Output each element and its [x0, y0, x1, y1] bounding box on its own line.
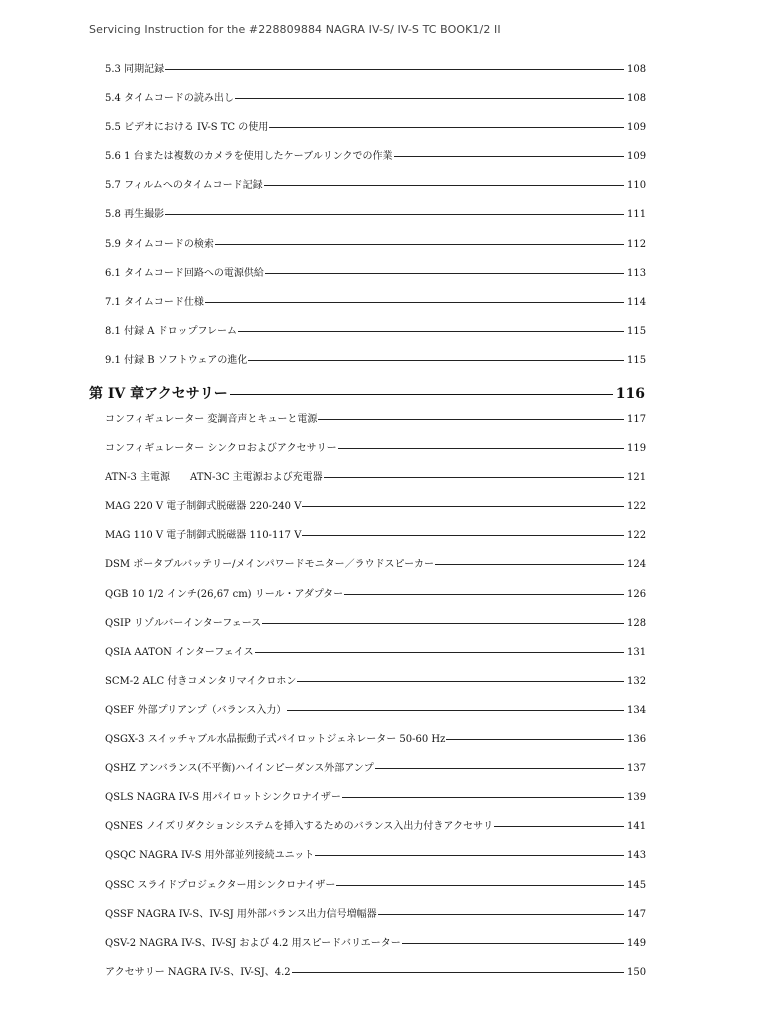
toc-entry-title: QSGX-3 スイッチャブル水晶振動子式パイロットジェネレーター 50-60 Hz	[105, 734, 446, 746]
toc-entry-title: QSLS NAGRA IV-S 用パイロットシンクロナイザー	[105, 792, 341, 804]
toc-entry[interactable]	[105, 963, 645, 992]
toc-entry-title: 5.3 同期記録	[105, 64, 165, 75]
dot-leader	[292, 972, 624, 973]
toc-entry-title: 5.6 1 台または複数のカメラを使用したケーブルリンクでの作業	[105, 151, 393, 163]
toc-entry-title: QSNES ノイズリダクションシステムを挿入するためのバランス入出力付きアクセサリ	[105, 821, 494, 833]
toc-entry[interactable]	[105, 205, 645, 234]
toc-entry[interactable]	[105, 410, 645, 439]
toc-entry[interactable]	[105, 876, 645, 905]
toc-entry-title: アクセサリー NAGRA IV-S、IV-SJ、4.2	[105, 966, 291, 978]
toc-entry-page-number: 141	[627, 821, 647, 833]
toc-entry-title: DSM ポータブルバッテリー/メインパワードモニター／ラウドスピーカー	[105, 559, 434, 571]
dot-leader	[302, 535, 624, 536]
toc-entry-title: QSQC NAGRA IV-S 用外部並列接続ユニット	[105, 850, 315, 862]
page-header: Servicing Instruction for the #228809884 NAGRA IV-S/ IV-S TC BOOK1/2 II	[89, 23, 501, 36]
toc-entry-page-number: 108	[627, 64, 647, 75]
dot-leader	[344, 594, 624, 595]
dot-leader	[324, 477, 624, 478]
toc-entry-page-number: 109	[627, 151, 647, 163]
dot-leader	[302, 506, 624, 507]
toc-entry-title: コンフィギュレーター 変調音声とキューと電源	[105, 414, 318, 425]
toc-entry[interactable]	[105, 293, 645, 322]
toc-entry[interactable]	[105, 526, 645, 555]
toc-entry-page-number: 137	[627, 763, 647, 775]
toc-entry[interactable]	[105, 817, 645, 846]
toc-entry-page-number: 126	[627, 588, 647, 600]
toc-entry-page-number: 132	[627, 675, 647, 687]
dot-leader	[378, 914, 624, 915]
toc-entry[interactable]	[105, 846, 645, 875]
toc-entry[interactable]	[105, 614, 645, 643]
dot-leader	[165, 214, 624, 215]
toc-entry-page-number: 119	[627, 443, 647, 455]
toc-entry[interactable]	[105, 759, 645, 788]
dot-leader	[255, 652, 624, 653]
toc-entry-page-number: 136	[627, 734, 647, 746]
toc-entry[interactable]	[105, 60, 645, 89]
toc-entry-title: 5.9 タイムコードの検索	[105, 238, 214, 250]
toc-entry-title: 5.8 再生撮影	[105, 209, 165, 221]
toc-entry-title: 6.1 タイムコード回路への電源供給	[105, 267, 264, 279]
toc-entry-page-number: 110	[627, 180, 647, 192]
toc-entry-page-number: 111	[627, 209, 647, 221]
toc-entry[interactable]	[105, 322, 645, 351]
toc-entry-page-number: 109	[627, 122, 647, 134]
toc-entry-page-number: 122	[627, 501, 647, 513]
dot-leader	[336, 885, 624, 886]
dot-leader	[375, 768, 624, 769]
toc-entry[interactable]	[105, 905, 645, 934]
dot-leader	[248, 360, 624, 361]
toc-entry-title: ATN-3 主電源 ATN-3C 主電源および充電器	[105, 472, 323, 484]
toc-entry[interactable]	[105, 585, 645, 614]
toc-entry-page-number: 143	[627, 850, 647, 862]
toc-entry-page-number: 122	[627, 530, 647, 542]
toc-entry-page-number: 150	[627, 966, 647, 978]
toc-entry[interactable]	[105, 118, 645, 147]
toc-entry-page-number: 147	[627, 908, 647, 920]
toc-entry-title: QSSC スライドプロジェクター用シンクロナイザー	[105, 879, 336, 891]
toc-entry[interactable]	[105, 439, 645, 468]
dot-leader	[315, 855, 624, 856]
dot-leader	[342, 797, 624, 798]
dot-leader	[264, 185, 624, 186]
toc-entry[interactable]	[105, 264, 645, 293]
chapter-title: 第 IV 章アクセサリー	[89, 386, 228, 402]
dot-leader	[338, 448, 624, 449]
toc-entry-title: MAG 110 V 電子制御式脱磁器 110-117 V	[105, 530, 302, 542]
toc-entry-page-number: 139	[627, 792, 647, 804]
toc-entry-title: QSV-2 NAGRA IV-S、IV-SJ および 4.2 用スピードバリエーター	[105, 937, 401, 949]
toc-entry-page-number: 134	[627, 704, 647, 716]
toc-entry-title: 5.7 フィルムへのタイムコード記録	[105, 180, 263, 192]
toc-entry-title: コンフィギュレーター シンクロおよびアクセサリー	[105, 443, 337, 455]
toc-chapter-heading[interactable]	[89, 383, 645, 403]
dot-leader	[165, 69, 624, 70]
toc-entry-page-number: 124	[627, 559, 647, 571]
dot-leader	[318, 419, 624, 420]
dot-leader	[205, 302, 624, 303]
toc-section-accessories	[105, 410, 645, 992]
toc-entry-page-number: 114	[627, 296, 647, 308]
dot-leader	[494, 826, 624, 827]
toc-entry[interactable]	[105, 351, 645, 380]
toc-entry-page-number: 128	[627, 617, 647, 629]
toc-entry-title: QSSF NAGRA IV-S、IV-SJ 用外部バランス出力信号増幅器	[105, 908, 377, 920]
toc-entry-title: QSHZ アンバランス(不平衡)ハイインピーダンス外部アンプ	[105, 763, 374, 775]
toc-entry-page-number: 115	[627, 325, 647, 337]
toc-entry-title: QSIA AATON インターフェイス	[105, 646, 254, 658]
dot-leader	[269, 127, 624, 128]
toc-entry-page-number: 115	[627, 354, 647, 366]
toc-entry-page-number: 112	[627, 238, 647, 250]
dot-leader	[235, 98, 624, 99]
toc-entry-title: QSEF 外部プリアンプ（バランス入力）	[105, 704, 287, 716]
dot-leader	[262, 623, 624, 624]
toc-entry-page-number: 131	[627, 646, 647, 658]
dot-leader	[238, 331, 624, 332]
dot-leader	[446, 739, 624, 740]
toc-entry[interactable]	[105, 643, 645, 672]
toc-entry-page-number: 113	[627, 267, 647, 279]
toc-entry[interactable]	[105, 235, 645, 264]
dot-leader	[230, 394, 613, 395]
dot-leader	[435, 564, 624, 565]
toc-entry[interactable]	[105, 788, 645, 817]
toc-section-timecode	[105, 60, 645, 380]
toc-entry[interactable]	[105, 730, 645, 759]
toc-entry-title: 9.1 付録 B ソフトウェアの進化	[105, 354, 248, 366]
toc-entry-title: MAG 220 V 電子制御式脱磁器 220-240 V	[105, 501, 302, 513]
dot-leader	[287, 710, 624, 711]
toc-entry-page-number: 117	[627, 414, 647, 425]
toc-entry-title: 7.1 タイムコード仕様	[105, 296, 204, 308]
toc-entry-title: SCM-2 ALC 付きコメンタリマイクロホン	[105, 675, 297, 687]
toc-entry-page-number: 145	[627, 879, 647, 891]
dot-leader	[265, 273, 624, 274]
toc-entry-title: QSIP リゾルバーインターフェース	[105, 617, 262, 629]
toc-entry-page-number: 108	[627, 93, 647, 105]
toc-entry-title: QGB 10 1/2 インチ(26,67 cm) リール・アダプター	[105, 588, 344, 600]
toc-entry-page-number: 149	[627, 937, 647, 949]
chapter-page-number: 116	[615, 386, 645, 402]
toc-entry[interactable]	[105, 468, 645, 497]
dot-leader	[215, 244, 624, 245]
toc-entry[interactable]	[105, 555, 645, 584]
dot-leader	[297, 681, 624, 682]
dot-leader	[394, 156, 624, 157]
toc-entry[interactable]	[105, 147, 645, 176]
toc-entry-page-number: 121	[627, 472, 647, 484]
toc-entry-title: 5.5 ビデオにおける IV-S TC の使用	[105, 122, 269, 134]
toc-entry[interactable]	[105, 89, 645, 118]
dot-leader	[402, 943, 624, 944]
toc-entry[interactable]	[105, 934, 645, 963]
toc-entry[interactable]	[105, 176, 645, 205]
toc-entry[interactable]	[105, 497, 645, 526]
toc-entry[interactable]	[105, 672, 645, 701]
toc-entry-title: 5.4 タイムコードの読み出し	[105, 93, 234, 105]
toc-entry[interactable]	[105, 701, 645, 730]
toc-entry-title: 8.1 付録 A ドロップフレーム	[105, 325, 238, 337]
